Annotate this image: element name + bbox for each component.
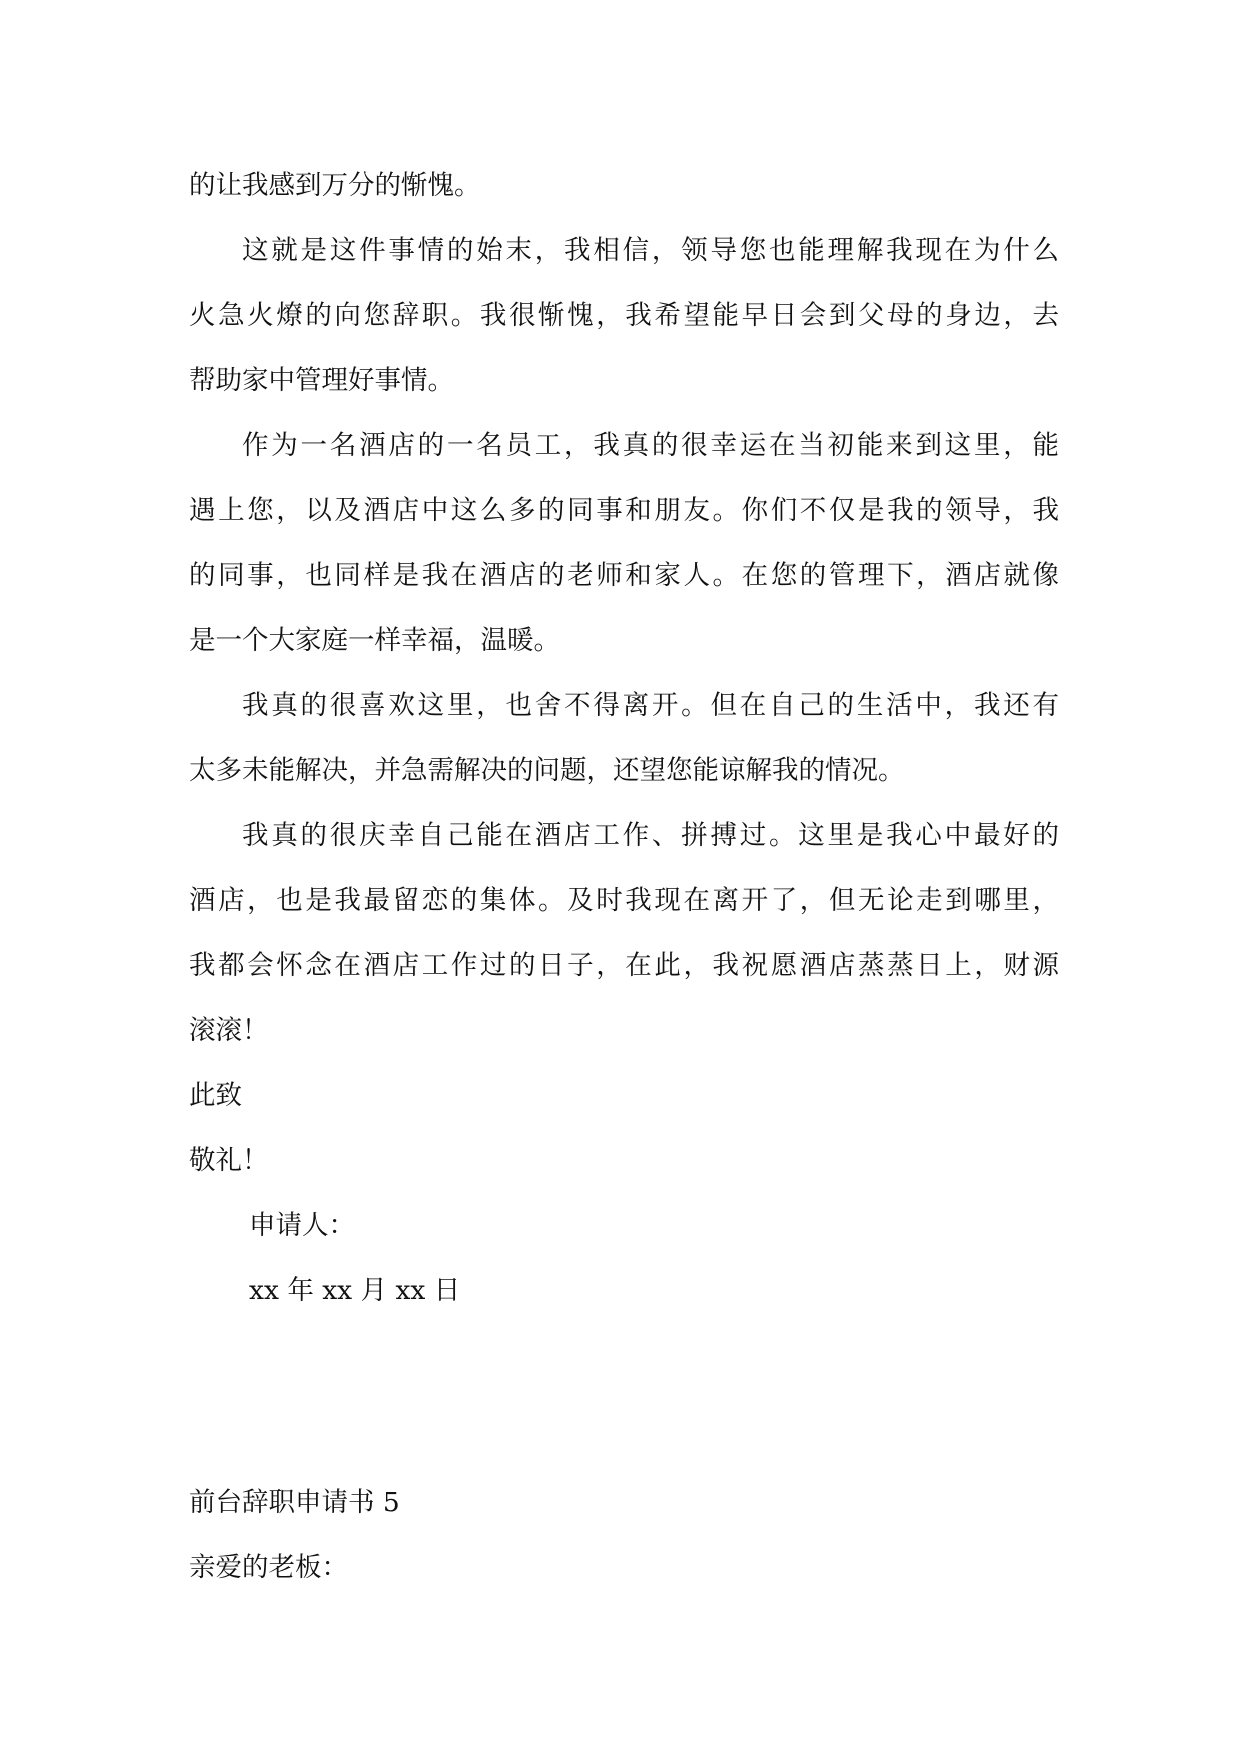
text-line: 遇上您，以及酒店中这么多的同事和朋友。你们不仅是我的领导，我 bbox=[189, 495, 1059, 526]
paragraph-5 bbox=[189, 803, 1059, 1063]
applicant-label: 申请人： bbox=[249, 1210, 355, 1241]
greeting: 亲爱的老板： bbox=[189, 1552, 348, 1583]
paragraph-4 bbox=[189, 673, 1059, 803]
closing-cizhi: 此致 bbox=[189, 1080, 242, 1111]
text-line: 帮助家中管理好事情。 bbox=[189, 365, 454, 396]
paragraph-3 bbox=[189, 413, 1059, 673]
text-line: 滚滚！ bbox=[189, 1015, 269, 1046]
letter-body bbox=[189, 153, 1059, 1323]
text-line: 作为一名酒店的一名员工，我真的很幸运在当初能来到这里，能 bbox=[242, 430, 1059, 461]
text-line: 我真的很喜欢这里，也舍不得离开。但在自己的生活中，我还有 bbox=[242, 690, 1059, 721]
closing-jingli: 敬礼！ bbox=[189, 1145, 269, 1176]
text-line: 我都会怀念在酒店工作过的日子，在此，我祝愿酒店蒸蒸日上，财源 bbox=[189, 950, 1059, 981]
text-line: 这就是这件事情的始末，我相信，领导您也能理解我现在为什么 bbox=[242, 235, 1059, 266]
text-line: 是一个大家庭一样幸福，温暖。 bbox=[189, 625, 560, 656]
paragraph-1 bbox=[189, 153, 1059, 218]
text-line: 的同事，也同样是我在酒店的老师和家人。在您的管理下，酒店就像 bbox=[189, 560, 1059, 591]
text-line: 酒店，也是我最留恋的集体。及时我现在离开了，但无论走到哪里， bbox=[189, 885, 1059, 916]
section-title: 前台辞职申请书 5 bbox=[189, 1487, 400, 1518]
text-line: 的让我感到万分的惭愧。 bbox=[189, 170, 481, 201]
text-line: 太多未能解决，并急需解决的问题，还望您能谅解我的情况。 bbox=[189, 755, 905, 786]
text-line: 火急火燎的向您辞职。我很惭愧，我希望能早日会到父母的身边，去 bbox=[189, 300, 1059, 331]
text-line: 我真的很庆幸自己能在酒店工作、拼搏过。这里是我心中最好的 bbox=[242, 820, 1059, 851]
letter-date: xx 年 xx 月 xx 日 bbox=[249, 1275, 461, 1306]
paragraph-2 bbox=[189, 218, 1059, 413]
